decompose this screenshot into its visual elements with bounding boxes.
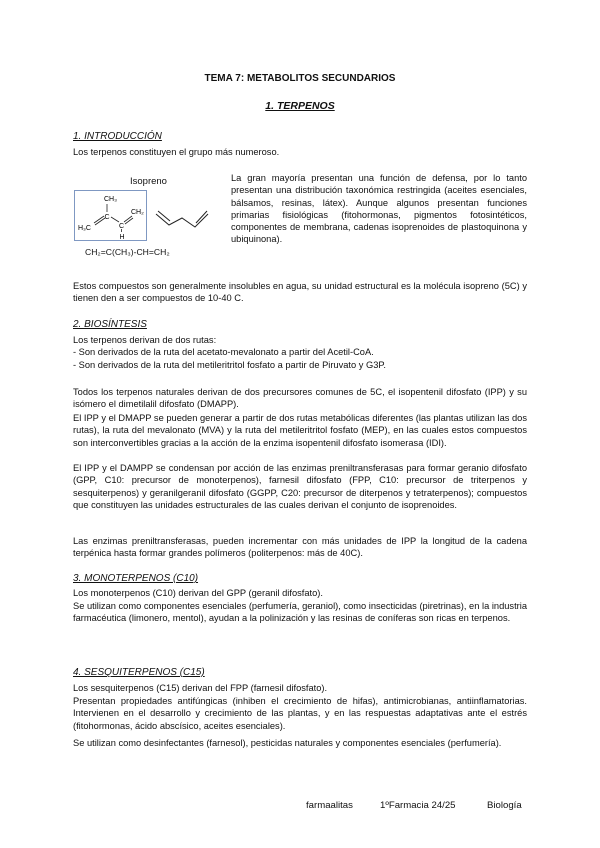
bond-c2-ch2-a: [124, 216, 132, 222]
biosintesis-paragraph-1: Todos los terpenos naturales derivan de dos precursores comunes de 5C, el isopentenil difosfato (IPP) y su isómero el dimetilalil difosfato (DMAPP).: [73, 387, 527, 410]
atom-c2: C: [119, 223, 125, 230]
sesquiterpenos-line: Los sesquiterpenos (C15) derivan del FPP (farnesil difosfato).: [73, 683, 328, 693]
footer-author: farmaalitas: [306, 800, 353, 811]
atom-h3c-left: H₃C: [78, 225, 91, 232]
biosintesis-line-1: Los terpenos derivan de dos rutas:: [73, 335, 217, 345]
atom-ch3-top: CH₃: [104, 196, 117, 203]
isoprene-formula: CH₂=C(CH₃)-CH=CH₂: [85, 247, 170, 257]
footer-course: 1ºFarmacia 24/25: [380, 800, 456, 811]
skeletal-double-1: [158, 211, 170, 221]
footer-subject: Biología: [487, 800, 522, 811]
intro-line: Los terpenos constituyen el grupo más numeroso.: [73, 147, 280, 157]
bond-c2-ch2-b: [125, 218, 133, 224]
isoprene-label: Isopreno: [130, 176, 167, 187]
isoprene-structure-figure: [74, 190, 224, 242]
biosintesis-paragraph-4: Las enzimas preniltransferasas, pueden incrementar con más unidades de IPP la longitud de la cadena terpénica hasta formar grandes polímeros (politerpenos: más de 40C).: [73, 536, 527, 559]
section-heading-sesquiterpenos: 4. SESQUITERPENOS (C15): [73, 667, 205, 678]
intro-paragraph: Estos compuestos son generalmente insolubles en agua, su unidad estructural es la molécula isopreno (5C) y tienen den a ser compuestos de 10-40 C.: [73, 281, 527, 304]
section-heading-biosintesis: 2. BIOSÍNTESIS: [73, 319, 147, 330]
biosintesis-line-3: - Son derivados de la ruta del metileritritol fosfato a partir de Piruvato y G3P.: [73, 360, 386, 370]
document-subtitle: 1. TERPENOS: [265, 100, 335, 112]
biosintesis-line-2: - Son derivados de la ruta del acetato-mevalonato a partir del Acetil-CoA.: [73, 347, 374, 357]
section-heading-introduccion: 1. INTRODUCCIÓN: [73, 131, 162, 142]
monoterpenos-line: Los monoterpenos (C10) derivan del GPP (geranil difosfato).: [73, 588, 323, 598]
biosintesis-paragraph-3: El IPP y el DAMPP se condensan por acción de las enzimas preniltransferasas para formar geranio difosfato (GPP, C10: precursor de monoterpenos), farnesil difosfato (FPP, C10: precursor de triterpenos y sesquiterpenos) y geranilgeranil difosfato (GGPP, C20: precursor de diterpenos y tetraterpenos); compuestos que constituyen las unidades estructurales de las cuales derivan el conjunto de isoprenoides.: [73, 463, 527, 510]
document-title: TEMA 7: METABOLITOS SECUNDARIOS: [204, 73, 396, 84]
section-heading-monoterpenos: 3. MONOTERPENOS (C10): [73, 573, 199, 584]
monoterpenos-paragraph: Se utilizan como componentes esenciales (perfumería, geraniol), como insecticidas (piretrinas), en la industria farmacéutica (limonero, mentol), ayudan a la polinización y las resinas de coníferas son ricas en terpenos.: [73, 601, 527, 624]
intro-side-text: La gran mayoría presentan una función de defensa, por lo tanto presentan una distribución taxonómica restringida (aceites esenciales, bálsamos, resinas, látex). Aunque algunos presentan funciones primarias fisiológicas (fitohormonas, pigmentos fotosintéticos, componentes de membrana, cadenas isoprenoides de plastoquinona y ubiquinona).: [231, 173, 527, 245]
biosintesis-paragraph-2: El IPP y el DMAPP se pueden generar a partir de dos rutas metabólicas diferentes (las plantas utilizan las dos rutas), la ruta del mevalonato (MVA) y la ruta del metileritritol fosfato (MEP), en las cuales estos compuestos son interconvertibles gracias a la acción de la enzima isopentenil difosfato isomerasa (IDI).: [73, 413, 527, 448]
atom-h: H: [119, 234, 125, 241]
sesquiterpenos-paragraph-2: Se utilizan como desinfectantes (farnesol), pesticidas naturales y componentes esenciales (perfumería).: [73, 738, 502, 748]
bond-single: [111, 217, 119, 222]
atom-c-center: C: [104, 214, 110, 221]
atom-ch2-right: CH₂: [131, 209, 144, 216]
sesquiterpenos-paragraph-1: Presentan propiedades antifúngicas (inhiben el crecimiento de hifas), antimicrobianas, antiinflamatorias. Intervienen en el desarrollo y crecimiento de las plantas, y en las respuestas adaptativas ante el estrés (fitohormonas, ácido abscísico, aceites esenciales).: [73, 696, 527, 731]
